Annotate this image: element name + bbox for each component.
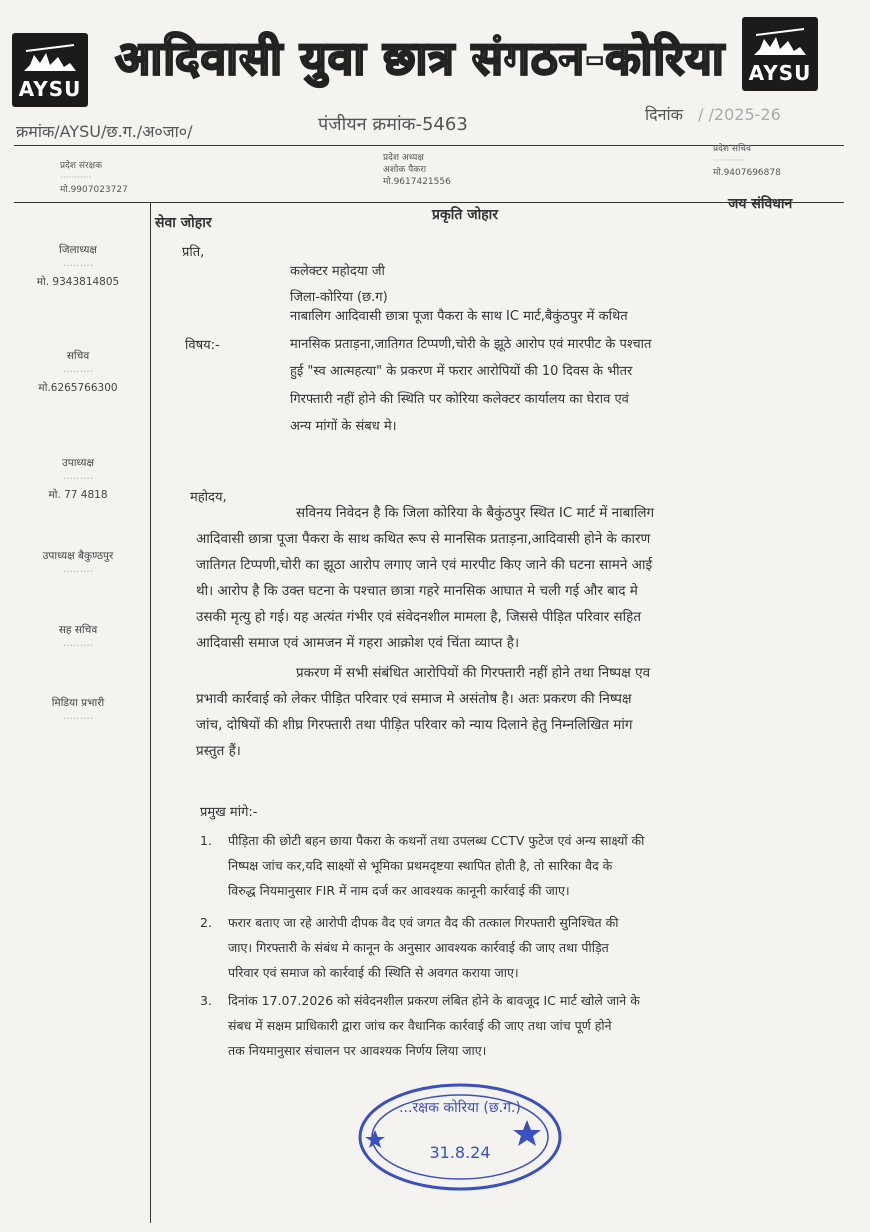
- stamp-text: ...रक्षक कोरिया (छ.ग.): [399, 1100, 521, 1116]
- header-divider-bottom: [14, 202, 844, 203]
- recipient-to: प्रति,: [182, 245, 205, 260]
- subject-line: गिरफ्तारी नहीं होने की स्थिति पर कोरिया कलेक्टर कार्यालय का घेराव एवं: [290, 391, 629, 407]
- paragraph-line: प्रभावी कार्रवाई को लेकर पीड़ित परिवार एवं समाज मे असंतोष है। अतः प्रकरण की निष्पक्ष: [196, 691, 632, 707]
- demand-line: पीड़िता की छोटी बहन छाया पैकरा के कथनों तथा उपलब्ध CCTV फुटेज एवं अन्य साक्ष्यों की: [228, 833, 645, 848]
- paragraph-line: आदिवासी छात्रा पूजा पैकरा के साथ कथित रूप से मानसिक प्रताड़ना,आदिवासी होने के कारण: [196, 531, 651, 547]
- demand-line: परिवार एवं समाज को कार्रवाई की स्थिति से अवगत कराया जाए।: [228, 965, 519, 980]
- stamp-date: 31.8.24: [429, 1143, 491, 1162]
- official-seal-stamp: [355, 1080, 565, 1195]
- demand-number: 3.: [200, 993, 212, 1008]
- sidebar-member-vice-president: [14, 455, 142, 503]
- subject-line: नाबालिग आदिवासी छात्रा पूजा पैकरा के साथ IC मार्ट,बैकुंठपुर में कथित: [290, 309, 628, 324]
- sidebar-name: ·········: [62, 366, 94, 378]
- paragraph-line: जांच, दोषियों की शीघ्र गिरफ्तारी तथा पीड़ित परिवार को न्याय दिलाने हेतु निम्नलिखित मांग: [196, 717, 633, 733]
- aysu-logo-right: [742, 17, 818, 91]
- paragraph-line: जातिगत टिप्पणी,चोरी का झूठा आरोप लगाए जाने एवं मारपीट किए जाने की घटना सामने आई: [196, 557, 653, 573]
- demand-item-1: [200, 828, 840, 903]
- sidebar-phone: मो. 9343814805: [36, 276, 120, 288]
- date-value: / /2025-26: [698, 105, 781, 124]
- sidebar-phone: मो.6265766300: [38, 382, 118, 394]
- office-bearer-role: प्रदेश संरक्षक: [60, 161, 103, 171]
- subject-line: अन्य मांगों के संबध मे।: [290, 419, 397, 434]
- office-bearer-name: ···········: [60, 173, 92, 183]
- paragraph-line: आदिवासी समाज एवं आमजन में गहरा आक्रोश एवं चिंता व्याप्त है।: [196, 635, 520, 651]
- subject-text: [290, 303, 820, 441]
- office-bearer-role: प्रदेश अध्यक्ष: [383, 153, 424, 163]
- bird-emblem-icon: [20, 41, 80, 75]
- registration-number: पंजीयन क्रमांक-5463: [318, 114, 468, 135]
- paragraph-line: प्रकरण में सभी संबंधित आरोपियों की गिरफ्तारी नहीं होने तथा निष्पक्ष एव: [296, 665, 651, 681]
- office-bearer-phone: मो.9907023727: [60, 185, 128, 195]
- demand-line: फरार बताए जा रहे आरोपी दीपक वैद एवं जगत वैद की तत्काल गिरफ्तारी सुनिश्चित की: [228, 915, 619, 930]
- demand-line: निष्पक्ष जांच कर,यदि साक्ष्यों से भूमिका प्रथमदृष्टया स्थापित होती है, तो सारिका वैद के: [228, 858, 613, 873]
- sidebar-role: सह सचिव: [58, 624, 98, 636]
- office-bearer-phone: मो.9407696878: [713, 168, 781, 178]
- reference-number: क्रमांक/AYSU/छ.ग./अ०जा०/: [16, 122, 193, 141]
- demand-line: तक नियमानुसार संचालन पर आवश्यक निर्णय लिया जाए।: [228, 1043, 487, 1058]
- salutation: महोदय,: [190, 490, 227, 505]
- sidebar-role: उपाध्यक्ष बैकुण्ठपुर: [42, 550, 114, 562]
- sidebar-role: सचिव: [66, 350, 90, 362]
- sidebar-name: ·········: [62, 473, 94, 485]
- sidebar-member-secretary: [14, 348, 142, 396]
- sidebar-member-media-incharge: [14, 695, 142, 727]
- demands-title: प्रमुख मांगे:-: [200, 805, 258, 820]
- demand-line: विरुद्ध नियमानुसार FIR में नाम दर्ज कर आवश्यक कानूनी कार्रवाई की जाए।: [228, 883, 570, 898]
- sidebar-divider: [150, 203, 151, 1223]
- aysu-logo-left: [12, 33, 88, 107]
- office-bearer-president: [383, 152, 493, 188]
- demand-line: जाए। गिरफ्तारी के संबंध मे कानून के अनुसार आवश्यक कार्रवाई की जाए तथा पीड़ित: [228, 940, 609, 955]
- paragraph-line: प्रस्तुत हैं।: [196, 743, 241, 759]
- logo-text: AYSU: [18, 77, 82, 101]
- bird-emblem-icon: [750, 25, 810, 59]
- paragraph-line: थी। आरोप है कि उक्त घटना के पश्चात छात्रा गहरे मानसिक आघात मे चली गई और बाद मे: [196, 583, 638, 599]
- sidebar-phone: मो. 77 4818: [48, 489, 108, 501]
- demand-item-3: [200, 988, 840, 1063]
- recipient-line1: कलेक्टर महोदया जी: [290, 264, 385, 279]
- demand-number: 1.: [200, 833, 212, 848]
- office-bearer-name: ···········: [713, 156, 745, 166]
- demand-item-2: [200, 910, 840, 985]
- paragraph-line: सविनय निवेदन है कि जिला कोरिया के बैकुंठपुर स्थित IC मार्ट में नाबालिग: [296, 505, 655, 521]
- sidebar-member-vice-president-baikunthpur: [14, 548, 142, 580]
- paragraph-1: [196, 500, 836, 656]
- demand-number: 2.: [200, 915, 212, 930]
- subject-line: मानसिक प्रताड़ना,जातिगत टिप्पणी,चोरी के झूठे आरोप एवं मारपीट के पश्चात: [290, 336, 652, 352]
- demand-line: संबध में सक्षम प्राधिकारी द्वारा जांच कर वैधानिक कार्रवाई की जाए तथा जांच पूर्ण होने: [228, 1018, 612, 1033]
- paragraph-line: उसकी मृत्यु हो गई। यह अत्यंत गंभीर एवं संवेदनशील मामला है, जिससे पीड़ित परिवार सहित: [196, 609, 642, 625]
- paragraph-2: [196, 660, 836, 764]
- date-label: दिनांक: [645, 105, 683, 124]
- office-bearer-role: प्रदेश सचिव: [713, 144, 752, 154]
- office-bearer-secretary: [713, 143, 823, 179]
- subject-line: हुई "स्व आत्महत्या" के प्रकरण में फरार आरोपियों की 10 दिवस के भीतर: [290, 364, 633, 379]
- sidebar-name: ·········: [62, 713, 94, 725]
- sidebar-role: उपाध्यक्ष: [61, 457, 94, 469]
- sidebar-member-joint-secretary: [14, 622, 142, 654]
- office-bearer-patron: [60, 160, 170, 196]
- sidebar-name: ·········: [62, 640, 94, 652]
- office-bearer-phone: मो.9617421556: [383, 177, 451, 187]
- date-field: [645, 103, 781, 125]
- logo-text: AYSU: [748, 61, 812, 85]
- greeting-right: जय संविधान: [728, 196, 793, 212]
- sidebar-member-district-president: [14, 242, 142, 290]
- demand-line: दिनांक 17.07.2026 को संवेदनशील प्रकरण लंबित होने के बावजूद IC मार्ट खोले जाने के: [228, 993, 640, 1008]
- sidebar-role: जिलाध्यक्ष: [59, 244, 97, 256]
- organization-title: आदिवासी युवा छात्र संगठन-कोरिया: [115, 31, 725, 85]
- recipient-line2: जिला-कोरिया (छ.ग): [290, 290, 388, 305]
- greeting-left: सेवा जोहार: [155, 215, 212, 231]
- sidebar-name: ·········: [62, 566, 94, 578]
- sidebar-role: मिडिया प्रभारी: [51, 697, 105, 709]
- greeting-center: प्रकृति जोहार: [432, 207, 498, 223]
- sidebar-name: ·········: [62, 260, 94, 272]
- office-bearer-name: अशोक पैकरा: [383, 165, 427, 175]
- subject-label: विषय:-: [185, 338, 220, 353]
